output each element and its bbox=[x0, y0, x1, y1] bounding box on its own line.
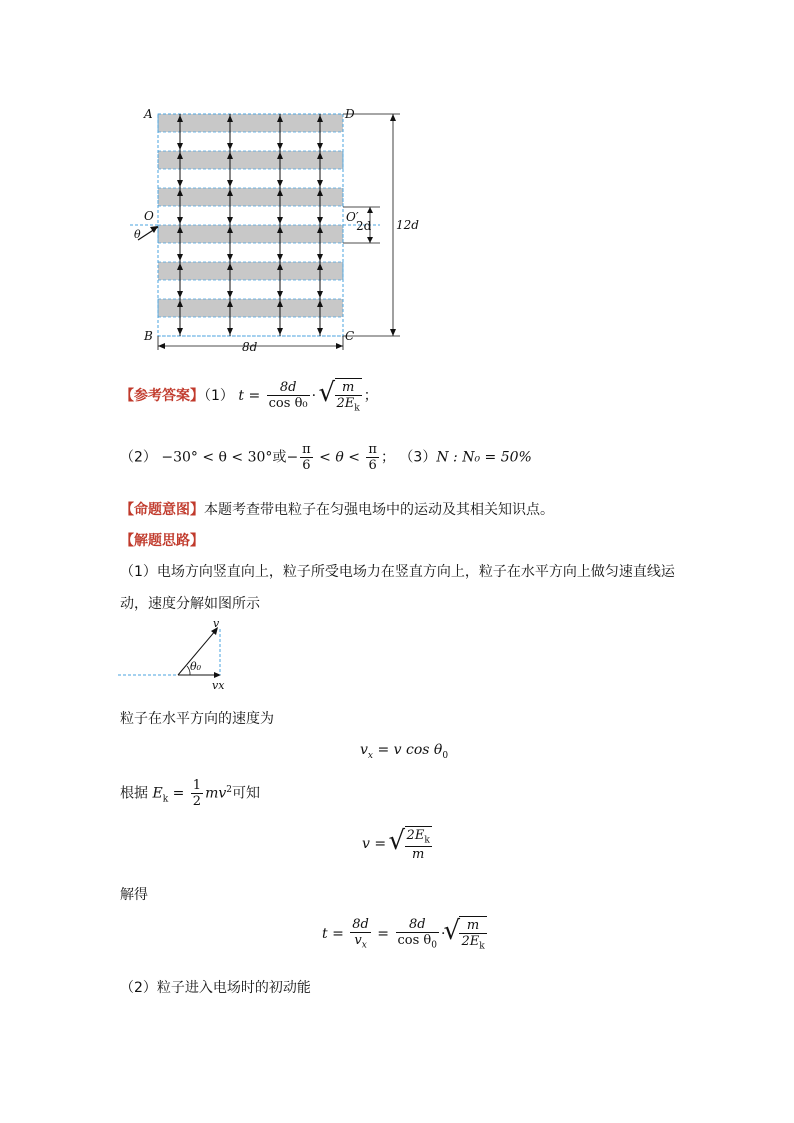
eq-v: v = √ $\frac{2E_k}{m}$ bbox=[362, 826, 434, 862]
answer-tag: 【参考答案】 bbox=[120, 387, 204, 404]
answer-p2-prefix: （2） bbox=[120, 449, 157, 466]
intent-text: 本题考查带电粒子在匀强电场中的运动及其相关知识点。 bbox=[204, 502, 554, 518]
answer-p2-mid: < θ < bbox=[314, 449, 365, 466]
label-O: O bbox=[144, 209, 154, 223]
eq-t: t = $\frac{8d}{v_x}$ = $\frac{8d}{\cos \theta_0}$ · √ $\frac{m}{2E_k}$ bbox=[322, 916, 489, 952]
answer-pi-frac-2: $\frac{\pi}{6}$ bbox=[368, 442, 377, 473]
label-theta0: θ₀ bbox=[190, 660, 202, 673]
eq-vx: $v_x = v$ $\cos \theta_0$ bbox=[360, 742, 449, 761]
velocity-diagram bbox=[118, 615, 248, 695]
solution-line-1: （1）电场方向竖直向上，粒子所受电场力在竖直方向上，粒子在水平方向上做匀速直线运 bbox=[120, 564, 675, 580]
solution-tag-text: 【解题思路】 bbox=[120, 533, 204, 549]
label-12d: 12d bbox=[396, 218, 419, 232]
answer-line-1 bbox=[120, 378, 378, 414]
answer-pi-frac-1: $\frac{\pi}{6}$ bbox=[302, 442, 311, 473]
eq-ek: 根据 $E_k$ = $\frac{1}{2}$ $mv^2$可知 bbox=[120, 778, 260, 809]
answer-eq: = bbox=[244, 387, 265, 404]
solution-line-3: 粒子在水平方向的速度为 bbox=[120, 711, 274, 727]
solution-line-s2: （2）粒子进入电场时的初动能 bbox=[120, 980, 311, 996]
answer-line-2 bbox=[120, 442, 532, 473]
field-diagram bbox=[130, 100, 420, 355]
label-B: B bbox=[144, 329, 153, 343]
label-A: A bbox=[144, 107, 153, 121]
intent-tag: 【命题意图】 bbox=[120, 502, 204, 518]
gray-bands bbox=[158, 114, 343, 317]
label-D: D bbox=[345, 107, 355, 121]
label-8d: 8d bbox=[242, 340, 258, 354]
answer-p1-prefix: （1） bbox=[204, 387, 234, 404]
answer-frac-1: $\frac{8d}{\text{cos θ₀}}$ bbox=[268, 380, 308, 412]
solve-label: 解得 bbox=[120, 887, 148, 903]
answer-p3-expr: N : N₀ = 50% bbox=[436, 449, 532, 466]
answer-t: t bbox=[238, 387, 245, 404]
label-vx: vx bbox=[212, 679, 225, 692]
answer-p3-prefix: （3） bbox=[399, 449, 437, 466]
answer-p2-or: 或 bbox=[272, 449, 287, 466]
answer-p2-end: ； bbox=[380, 449, 395, 466]
answer-dot: · bbox=[311, 387, 317, 404]
answer-p1-end: ； bbox=[363, 387, 378, 404]
label-C: C bbox=[345, 329, 355, 343]
label-2d: 2d bbox=[356, 219, 372, 233]
answer-sqrt: √ $\frac{m}{2E_k}$ bbox=[321, 378, 364, 414]
answer-minus: − bbox=[286, 449, 299, 466]
solution-line-2: 动，速度分解如图所示 bbox=[120, 596, 260, 612]
label-v: v bbox=[213, 617, 220, 630]
label-theta: θ bbox=[134, 228, 141, 241]
intent-line bbox=[120, 499, 554, 519]
answer-p2-range1: −30° < θ < 30° bbox=[161, 449, 273, 466]
label-O-prime: O′ bbox=[346, 210, 359, 224]
solution-tag bbox=[120, 530, 204, 550]
